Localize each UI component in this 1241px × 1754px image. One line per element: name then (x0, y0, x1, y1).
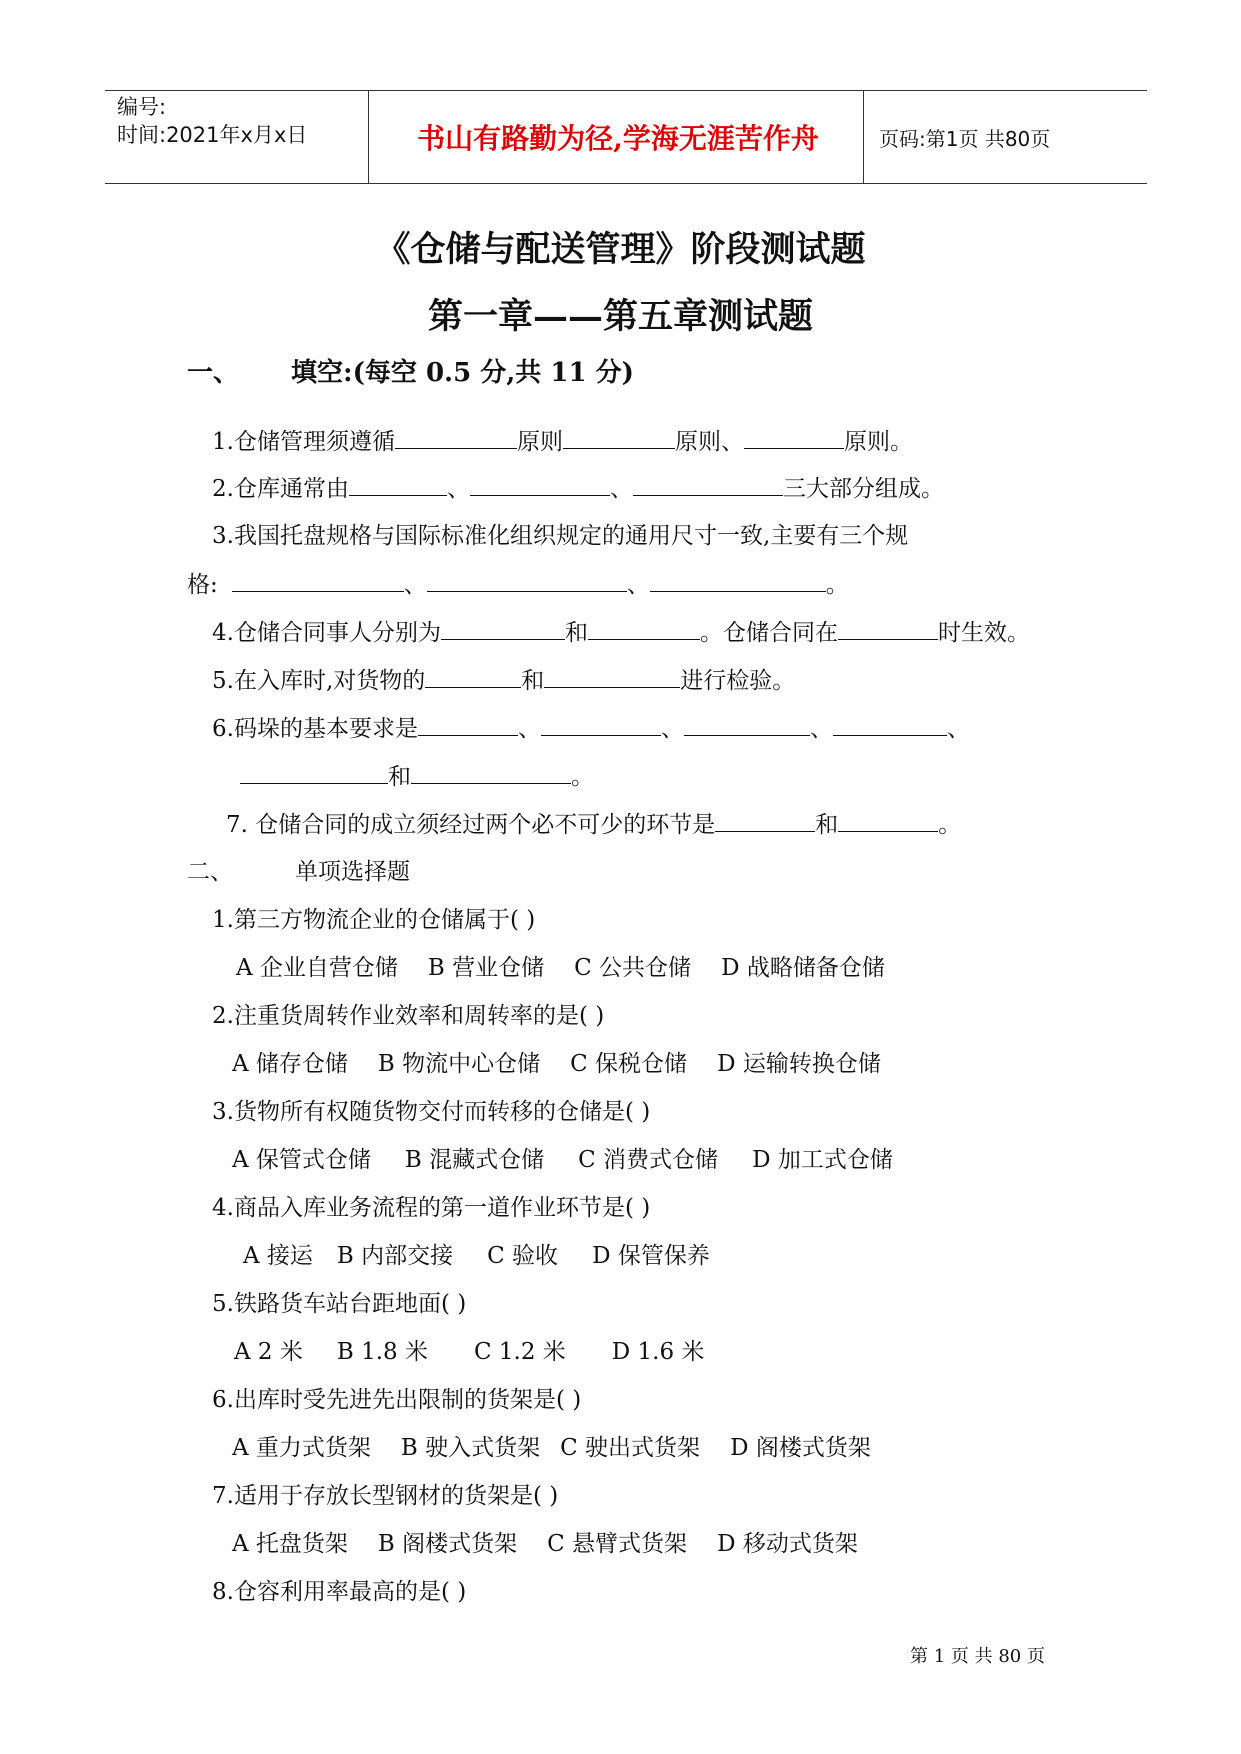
section-heading-2 (187, 857, 410, 887)
answer-blank[interactable] (427, 569, 627, 592)
option-c: C 1.2 米 (473, 1339, 566, 1365)
fill-question-7: 7. 仓储合同的成立须经过两个必不可少的环节是 和 。 (226, 809, 961, 840)
choice-question-3: 3.货物所有权随货物交付而转移的仓储是( ) (212, 1099, 651, 1125)
answer-blank[interactable] (349, 473, 447, 496)
number-label: 编号: (117, 95, 167, 119)
answer-blank[interactable] (411, 761, 571, 784)
choice-question-4: 4.商品入库业务流程的第一道作业环节是( ) (212, 1195, 651, 1221)
answer-blank[interactable] (240, 761, 388, 784)
fill-question-3: 3.我国托盘规格与国际标准化组织规定的通用尺寸一致,主要有三个规 (212, 523, 909, 549)
document-header (105, 90, 1147, 184)
option-a: A 2 米 (234, 1339, 303, 1365)
answer-blank[interactable] (633, 473, 783, 496)
answer-blank[interactable] (425, 665, 521, 688)
option-b: B 1.8 米 (336, 1339, 428, 1365)
option-b: B 阁楼式货架 (377, 1531, 518, 1557)
option-c: C 悬臂式货架 (547, 1531, 688, 1557)
choice-options-3 (232, 1145, 893, 1175)
page-title: 《仓储与配送管理》阶段测试题 (375, 229, 866, 270)
option-c: C 驶出式货架 (560, 1435, 701, 1461)
choice-question-2: 2.注重货周转作业效率和周转率的是( ) (212, 1003, 605, 1029)
option-d: D 战略储备仓储 (721, 955, 885, 981)
option-c: C 验收 (487, 1243, 559, 1269)
option-d: D 1.6 米 (611, 1339, 705, 1365)
fill-question-2: 2.仓库通常由 、 、 三大部分组成。 (212, 473, 944, 504)
answer-blank[interactable] (232, 569, 404, 592)
option-a: A 企业自营仓储 (236, 955, 398, 981)
answer-blank[interactable] (470, 473, 610, 496)
choice-options-7 (232, 1529, 858, 1559)
option-a: A 接运 (243, 1243, 313, 1269)
choice-options-1 (236, 953, 885, 983)
option-d: D 阁楼式货架 (730, 1435, 871, 1461)
option-c: C 消费式仓储 (578, 1147, 719, 1173)
option-a: A 托盘货架 (232, 1531, 348, 1557)
choice-question-5: 5.铁路货车站台距地面( ) (212, 1291, 467, 1317)
section-number: 一、 (187, 358, 240, 388)
page-label: 页码:第1页 共80页 (879, 126, 1051, 151)
answer-blank[interactable] (441, 617, 565, 640)
time-label: 时间:2021年x月x日 (117, 123, 308, 147)
choice-options-2 (232, 1049, 881, 1079)
answer-blank[interactable] (544, 665, 680, 688)
option-a: A 保管式仓储 (232, 1147, 371, 1173)
answer-blank[interactable] (684, 713, 810, 736)
header-meta (117, 93, 307, 149)
choice-question-6: 6.出库时受先进先出限制的货架是( ) (212, 1387, 582, 1413)
header-divider (368, 91, 369, 183)
choice-question-7: 7.适用于存放长型钢材的货架是( ) (212, 1483, 559, 1509)
answer-blank[interactable] (395, 426, 517, 449)
answer-blank[interactable] (650, 569, 826, 592)
option-d: D 保管保养 (592, 1243, 710, 1269)
fill-question-5: 5.在入库时,对货物的 和 进行检验。 (212, 665, 795, 696)
option-d: D 加工式仓储 (752, 1147, 893, 1173)
answer-blank[interactable] (541, 713, 661, 736)
option-a: A 重力式货架 (232, 1435, 371, 1461)
fill-question-6-cont: 和 。 (240, 761, 594, 792)
section-heading-1 (187, 358, 634, 388)
option-c: C 公共仓储 (574, 955, 692, 981)
section-number: 二、 (187, 859, 233, 885)
choice-options-4 (243, 1241, 710, 1271)
answer-blank[interactable] (838, 617, 938, 640)
section-label: 填空:(每空 0.5 分,共 11 分) (291, 358, 634, 388)
fill-question-6: 6.码垛的基本要求是 、 、 、 、 (212, 713, 970, 744)
fill-question-3-cont: 格: 、 、 。 (187, 569, 849, 600)
fill-question-1: 1.仓储管理须遵循 原则 原则、 原则。 (212, 426, 913, 457)
answer-blank[interactable] (715, 809, 815, 832)
section-label: 单项选择题 (295, 859, 410, 885)
option-a: A 储存仓储 (232, 1051, 348, 1077)
page-subtitle: 第一章——第五章测试题 (427, 296, 813, 337)
option-b: B 驶入式货架 (400, 1435, 541, 1461)
fill-question-4: 4.仓储合同事人分别为 和 。仓储合同在 时生效。 (212, 617, 1030, 648)
answer-blank[interactable] (744, 426, 844, 449)
answer-blank[interactable] (563, 426, 675, 449)
answer-blank[interactable] (588, 617, 700, 640)
option-d: D 运输转换仓储 (717, 1051, 881, 1077)
option-c: C 保税仓储 (570, 1051, 688, 1077)
choice-question-1: 1.第三方物流企业的仓储属于( ) (212, 907, 536, 933)
choice-question-8: 8.仓容利用率最高的是( ) (212, 1579, 467, 1605)
option-b: B 物流中心仓储 (377, 1051, 541, 1077)
page-footer: 第 1 页 共 80 页 (910, 1646, 1045, 1667)
choice-options-6 (232, 1433, 871, 1463)
answer-blank[interactable] (838, 809, 938, 832)
motto: 书山有路勤为径,学海无涯苦作舟 (417, 122, 819, 155)
answer-blank[interactable] (833, 713, 947, 736)
option-b: B 混藏式仓储 (404, 1147, 545, 1173)
choice-options-5 (234, 1337, 704, 1367)
header-divider (863, 91, 864, 183)
option-b: B 营业仓储 (427, 955, 545, 981)
option-d: D 移动式货架 (717, 1531, 858, 1557)
answer-blank[interactable] (418, 713, 518, 736)
option-b: B 内部交接 (336, 1243, 454, 1269)
